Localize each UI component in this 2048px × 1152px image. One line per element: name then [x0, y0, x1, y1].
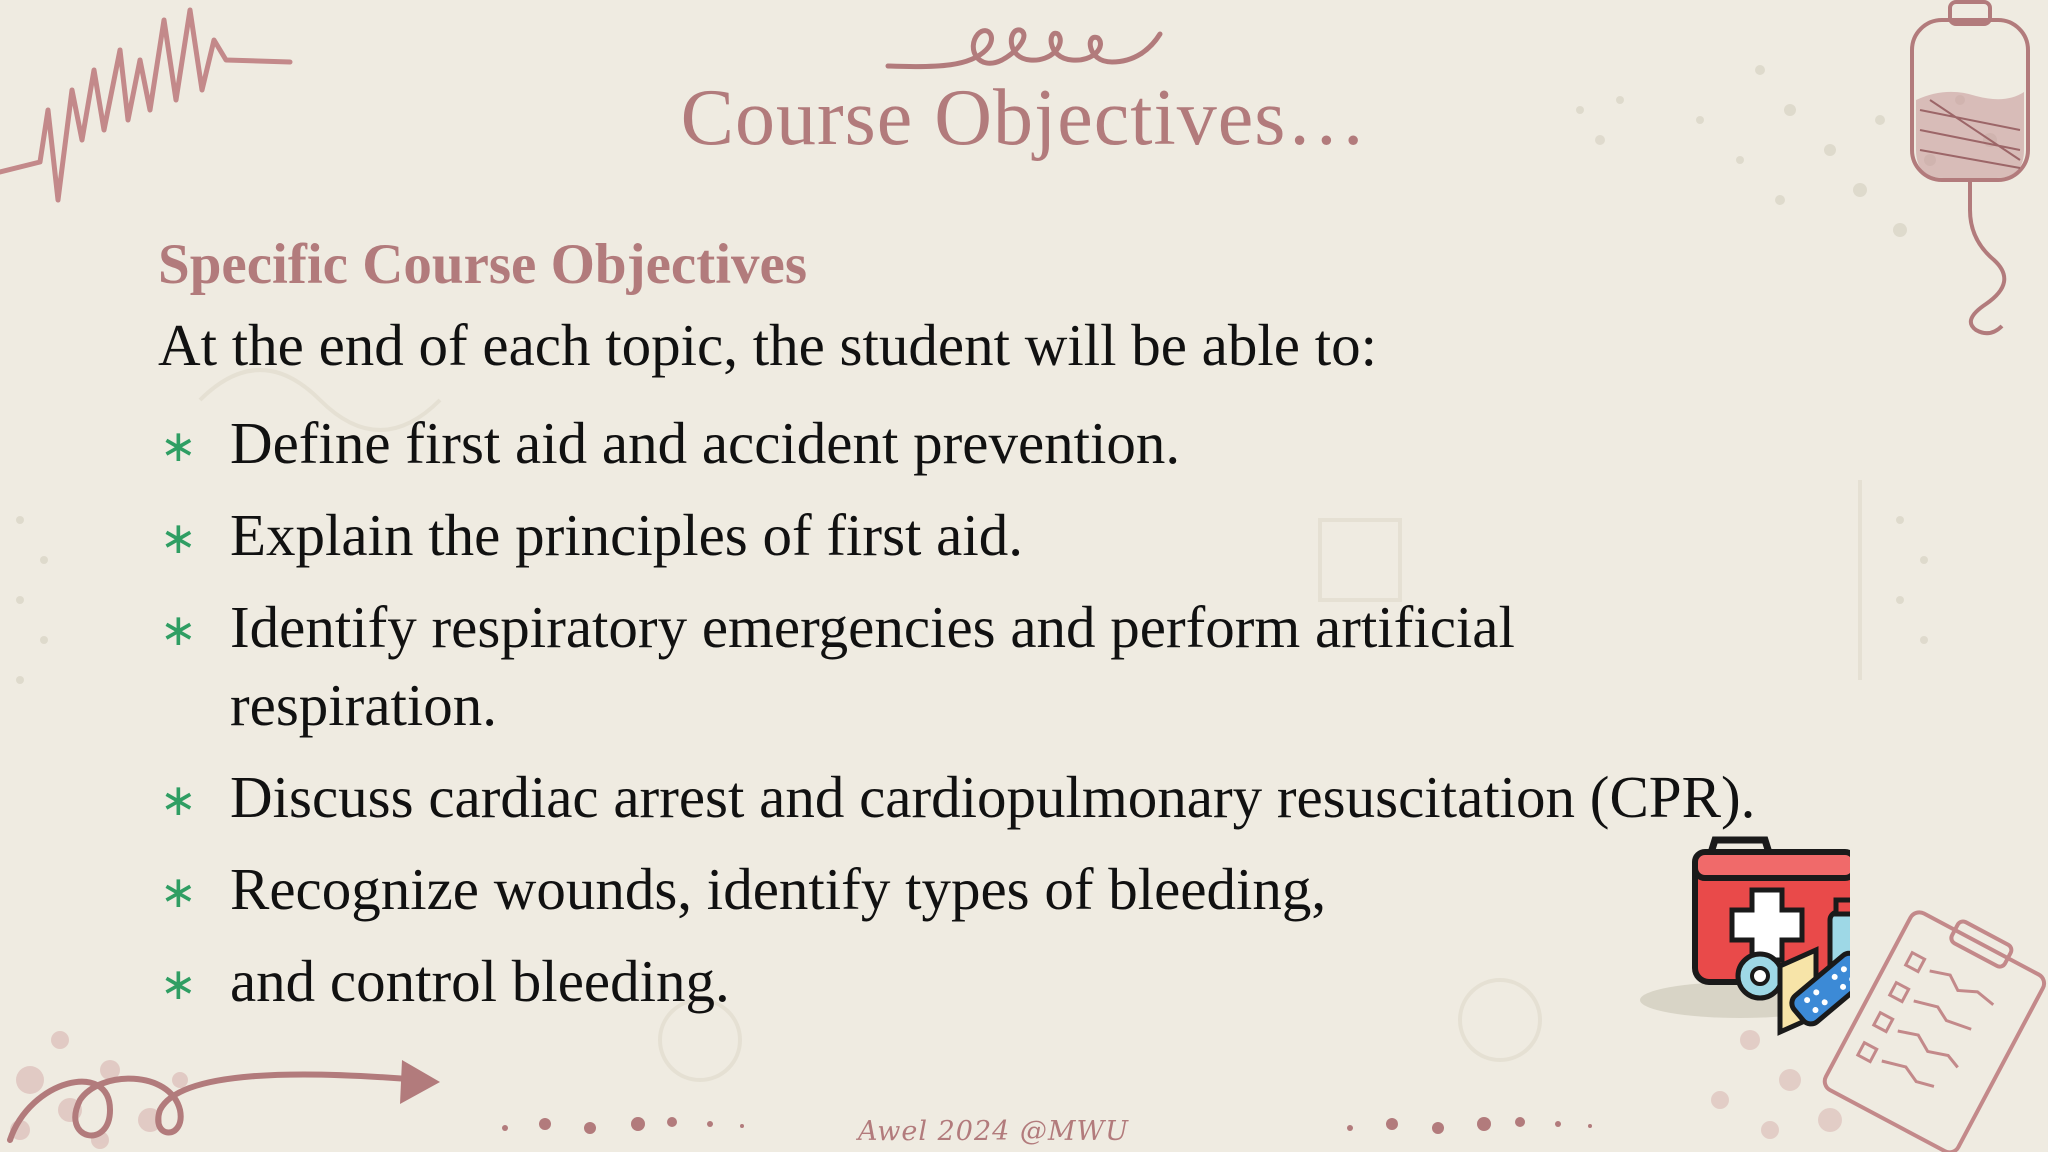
list-item-text: Identify respiratory emergencies and perform artificial respiration.: [230, 594, 1515, 738]
list-item-text: Recognize wounds, identify types of bleeding,: [230, 856, 1327, 922]
list-item: [158, 588, 1790, 744]
slide-title: Course Objectives…: [680, 74, 1368, 162]
iv-bag-icon: [1900, 0, 2040, 340]
objectives-list: [158, 404, 1958, 1034]
list-item-text: Define first aid and accident prevention.: [230, 410, 1181, 476]
intro-text: At the end of each topic, the student will be able to:: [158, 312, 1377, 378]
list-item-text: and control bleeding.: [230, 948, 730, 1014]
section-subtitle: Specific Course Objectives: [158, 233, 808, 296]
asterisk-bullet-icon: ∗: [160, 867, 197, 918]
list-item: [158, 942, 1958, 1020]
list-item: [158, 758, 1958, 836]
list-item-text: Explain the principles of first aid.: [230, 502, 1024, 568]
asterisk-bullet-icon: ∗: [160, 513, 197, 564]
list-item: [158, 850, 1958, 928]
asterisk-bullet-icon: ∗: [160, 421, 197, 472]
list-item: [158, 404, 1958, 482]
list-item-text: Discuss cardiac arrest and cardiopulmonary resuscitation (CPR).: [230, 764, 1756, 830]
list-item: [158, 496, 1958, 574]
asterisk-bullet-icon: ∗: [160, 959, 197, 1010]
asterisk-bullet-icon: ∗: [160, 775, 197, 826]
asterisk-bullet-icon: ∗: [160, 605, 197, 656]
footer-signature: Awel 2024 @MWU: [858, 1116, 1130, 1147]
